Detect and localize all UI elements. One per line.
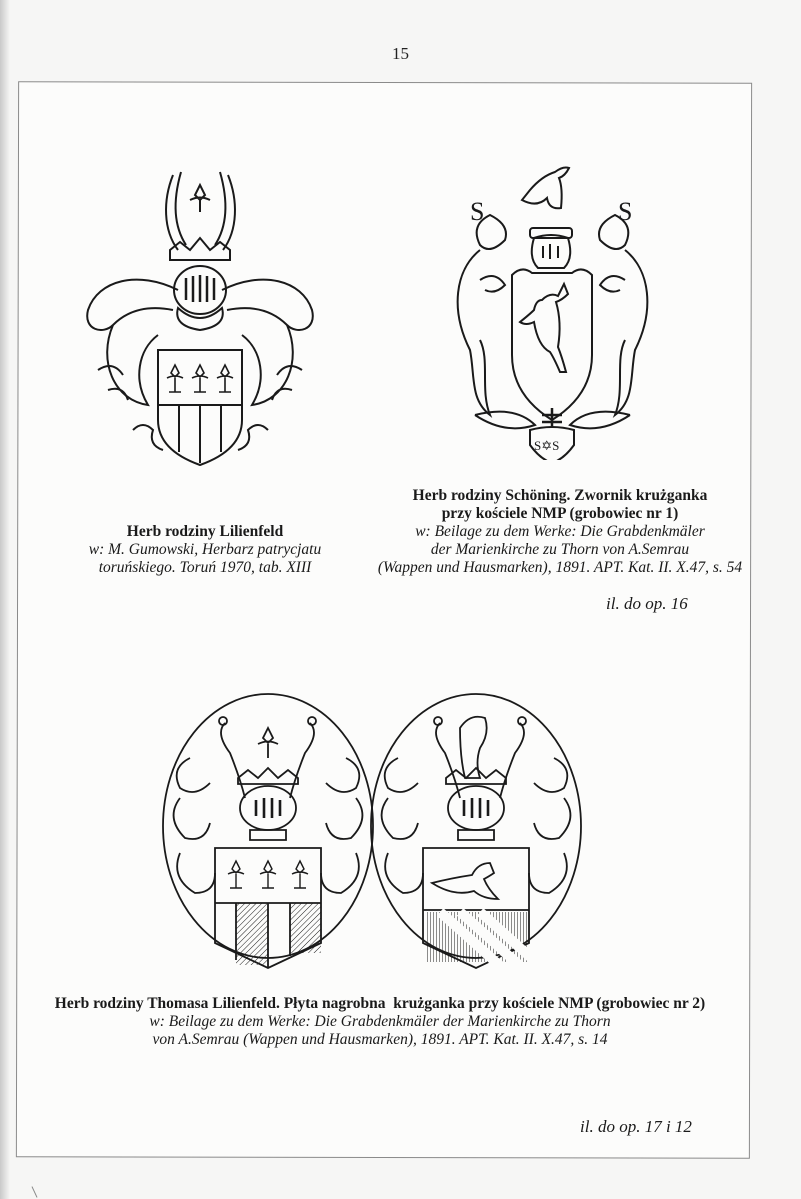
- schoening-caption-source-line-2: der Marienkirche zu Thorn von A.Semrau: [430, 541, 690, 558]
- thomas-lilienfeld-tombstone-arms-image: [160, 688, 585, 973]
- lilienfeld-coat-of-arms-image: [78, 160, 323, 470]
- lilienfeld-caption-title: Herb rodziny Lilienfeld: [126, 523, 284, 540]
- lilienfeld-caption-source-line-1: w: M. Gumowski, Herbarz patrycjatu: [88, 541, 322, 558]
- page-number: 15: [392, 44, 409, 63]
- thomas-lilienfeld-caption-source-line-2: von A.Semrau (Wappen und Hausmarken), 1891. APT. Kat. II. X.47, s. 14: [152, 1031, 608, 1048]
- schoening-caption-source-line-1: w: Beilage zu dem Werke: Die Grabdenkmäler: [415, 523, 705, 540]
- illustration-reference-bottom: il. do op. 17 i 12: [580, 1117, 692, 1136]
- schoening-caption: [362, 487, 758, 577]
- scan-artifact-mark: [32, 1186, 38, 1197]
- letter-s-left: S: [470, 197, 485, 226]
- house-mark-letters: S✡S: [534, 438, 560, 453]
- schoening-caption-title-line-2: przy kościele NMP (grobowiec nr 1): [441, 505, 679, 522]
- lilienfeld-caption: [40, 523, 370, 577]
- thomas-lilienfeld-caption-title: Herb rodziny Thomasa Lilienfeld. Płyta nagrobna krużganka przy kościele NMP (grobowiec nr 2): [54, 995, 706, 1012]
- lilienfeld-caption-source-line-2: toruńskiego. Toruń 1970, tab. XIII: [98, 559, 312, 576]
- letter-s-right: S: [618, 197, 633, 226]
- illustration-reference-top: il. do op. 16: [606, 594, 688, 613]
- thomas-lilienfeld-caption-source-line-1: w: Beilage zu dem Werke: Die Grabdenkmäler der Marienkirche zu Thorn: [149, 1013, 611, 1030]
- thomas-lilienfeld-caption: [30, 995, 730, 1049]
- schoening-coat-of-arms-image: [450, 160, 655, 460]
- schoening-caption-title-line-1: Herb rodziny Schöning. Zwornik krużganka: [412, 487, 708, 504]
- schoening-caption-source-line-3: (Wappen und Hausmarken), 1891. APT. Kat. II. X.47, s. 54: [377, 559, 743, 576]
- scan-edge-shadow: [0, 0, 10, 1199]
